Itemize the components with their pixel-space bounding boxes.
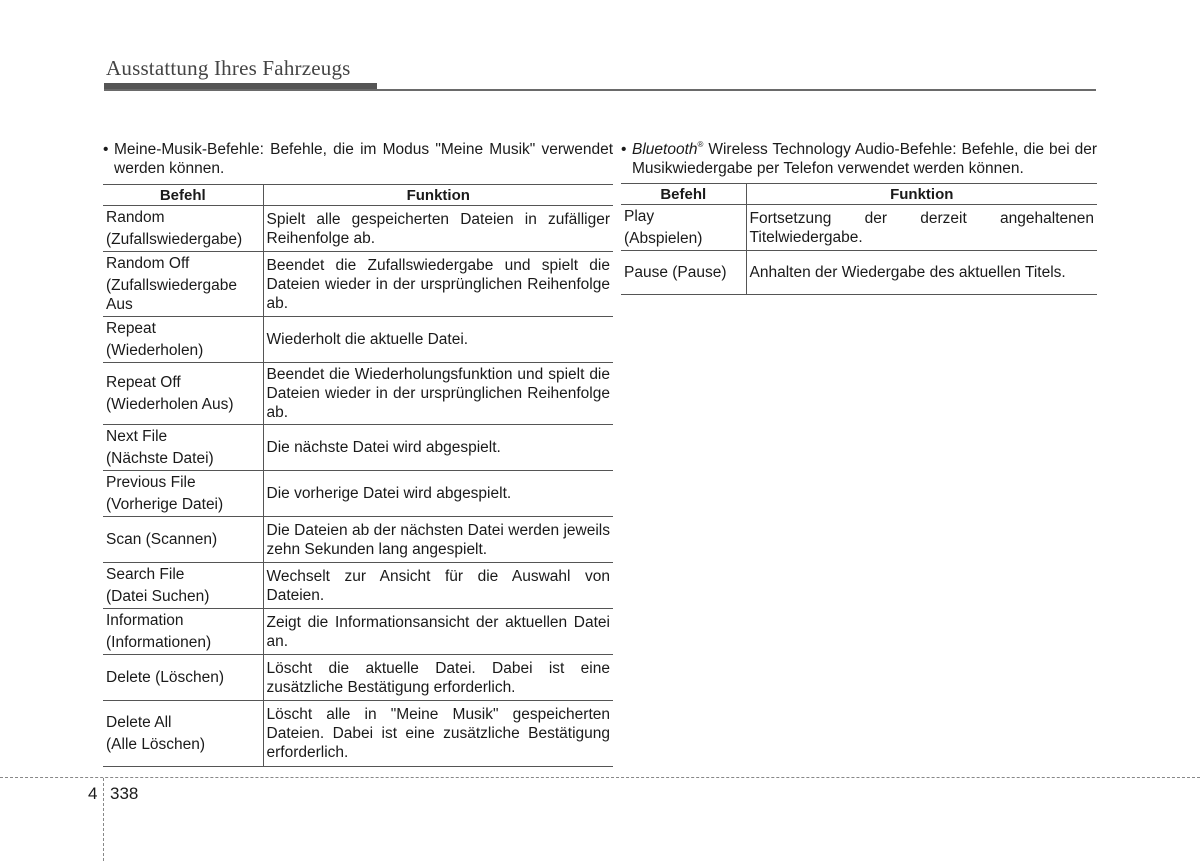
function-cell: Wiederholt die aktuelle Datei. <box>263 317 613 363</box>
command-line: (Wiederholen Aus) <box>106 396 234 413</box>
function-cell: Beendet die Wiederholungsfunktion und spielt die Dateien wieder in der ursprünglichen Reihenfolge ab. <box>263 363 613 425</box>
command-cell <box>103 609 263 655</box>
command-line: Next File <box>106 428 168 445</box>
function-cell: Löscht alle in "Meine Musik" gespeicherten Dateien. Dabei ist eine zusätzliche Bestätigung erforderlich. <box>263 701 613 767</box>
command-line: (Zufallswiedergabe Aus <box>106 277 237 313</box>
command-cell <box>621 205 746 251</box>
table-row <box>103 363 613 425</box>
right-intro <box>621 140 1097 178</box>
bluetooth-commands-table <box>621 183 1097 295</box>
command-line: (Zufallswiedergabe) <box>106 231 243 248</box>
function-cell: Die nächste Datei wird abgespielt. <box>263 425 613 471</box>
command-line: Play <box>624 208 655 225</box>
command-line: Previous File <box>106 474 196 491</box>
page-number: 338 <box>110 784 139 803</box>
table-row <box>103 655 613 701</box>
command-cell <box>103 563 263 609</box>
command-line: Repeat <box>106 320 156 337</box>
left-column <box>103 140 613 767</box>
command-line: (Wiederholen) <box>106 342 204 359</box>
command-line: Pause (Pause) <box>624 264 727 281</box>
function-cell: Anhalten der Wiedergabe des aktuellen Titels. <box>746 251 1097 295</box>
function-cell: Wechselt zur Ansicht für die Auswahl von Dateien. <box>263 563 613 609</box>
table-header-row <box>621 184 1097 205</box>
table-row <box>103 517 613 563</box>
function-cell: Löscht die aktuelle Datei. Dabei ist eine zusätzliche Bestätigung erforderlich. <box>263 655 613 701</box>
command-cell <box>103 363 263 425</box>
command-line: Repeat Off <box>106 374 181 391</box>
right-column <box>621 140 1097 295</box>
command-cell <box>621 251 746 295</box>
command-cell <box>103 471 263 517</box>
command-line: (Datei Suchen) <box>106 588 210 605</box>
command-line: (Vorherige Datei) <box>106 496 224 513</box>
command-line: (Abspielen) <box>624 230 703 247</box>
registered-mark: ® <box>697 140 704 149</box>
table-row <box>103 206 613 252</box>
table-row <box>621 205 1097 251</box>
chapter-number: 4 <box>88 784 98 803</box>
table-row <box>621 251 1097 295</box>
command-cell <box>103 206 263 252</box>
command-cell <box>103 252 263 317</box>
table-row <box>103 563 613 609</box>
command-line: Delete All <box>106 714 172 731</box>
table-row <box>103 425 613 471</box>
command-line: Random <box>106 209 165 226</box>
command-cell <box>103 317 263 363</box>
command-line: Scan (Scannen) <box>106 531 218 548</box>
music-commands-table <box>103 184 613 767</box>
command-cell <box>103 701 263 767</box>
function-cell: Spielt alle gespeicherten Dateien in zufälliger Reihenfolge ab. <box>263 206 613 252</box>
command-cell <box>103 655 263 701</box>
function-cell: Beendet die Zufallswiedergabe und spielt die Dateien wieder in der ursprünglichen Reihenfolge ab. <box>263 252 613 317</box>
column-header-befehl: Befehl <box>621 184 746 205</box>
right-intro-rest: Wireless Technology Audio-Befehle: Befehle, die bei der Musikwiedergabe per Telefon verwendet werden können. <box>632 141 1097 177</box>
command-cell <box>103 517 263 563</box>
command-cell <box>103 425 263 471</box>
table-row <box>103 252 613 317</box>
command-line: (Informationen) <box>106 634 212 651</box>
command-line: Delete (Löschen) <box>106 669 225 686</box>
table-row <box>103 317 613 363</box>
command-line: Information <box>106 612 184 629</box>
command-line: Random Off <box>106 255 190 272</box>
page-header-title: Ausstattung Ihres Fahrzeugs <box>106 56 351 80</box>
column-header-funktion: Funktion <box>263 185 613 206</box>
command-line: Search File <box>106 566 185 583</box>
left-intro <box>103 140 613 178</box>
column-header-funktion: Funktion <box>746 184 1097 205</box>
footer-vertical-divider <box>103 778 104 861</box>
bullet: • <box>103 141 109 158</box>
bluetooth-brand: Bluetooth <box>632 141 698 158</box>
table-row <box>103 609 613 655</box>
left-intro-text: Meine-Musik-Befehle: Befehle, die im Modus "Meine Musik" verwendet werden können. <box>114 141 613 177</box>
table-row <box>103 471 613 517</box>
header-rule <box>104 89 1096 91</box>
function-cell: Die vorherige Datei wird abgespielt. <box>263 471 613 517</box>
function-cell: Die Dateien ab der nächsten Datei werden jeweils zehn Sekunden lang angespielt. <box>263 517 613 563</box>
function-cell: Fortsetzung der derzeit angehaltenen Titelwiedergabe. <box>746 205 1097 251</box>
right-intro-text <box>632 140 1097 178</box>
footer-divider <box>0 777 1200 778</box>
table-header-row <box>103 185 613 206</box>
command-line: (Nächste Datei) <box>106 450 214 467</box>
table-row <box>103 701 613 767</box>
column-header-befehl: Befehl <box>103 185 263 206</box>
command-line: (Alle Löschen) <box>106 736 206 753</box>
function-cell: Zeigt die Informationsansicht der aktuellen Datei an. <box>263 609 613 655</box>
bullet: • <box>621 141 627 158</box>
